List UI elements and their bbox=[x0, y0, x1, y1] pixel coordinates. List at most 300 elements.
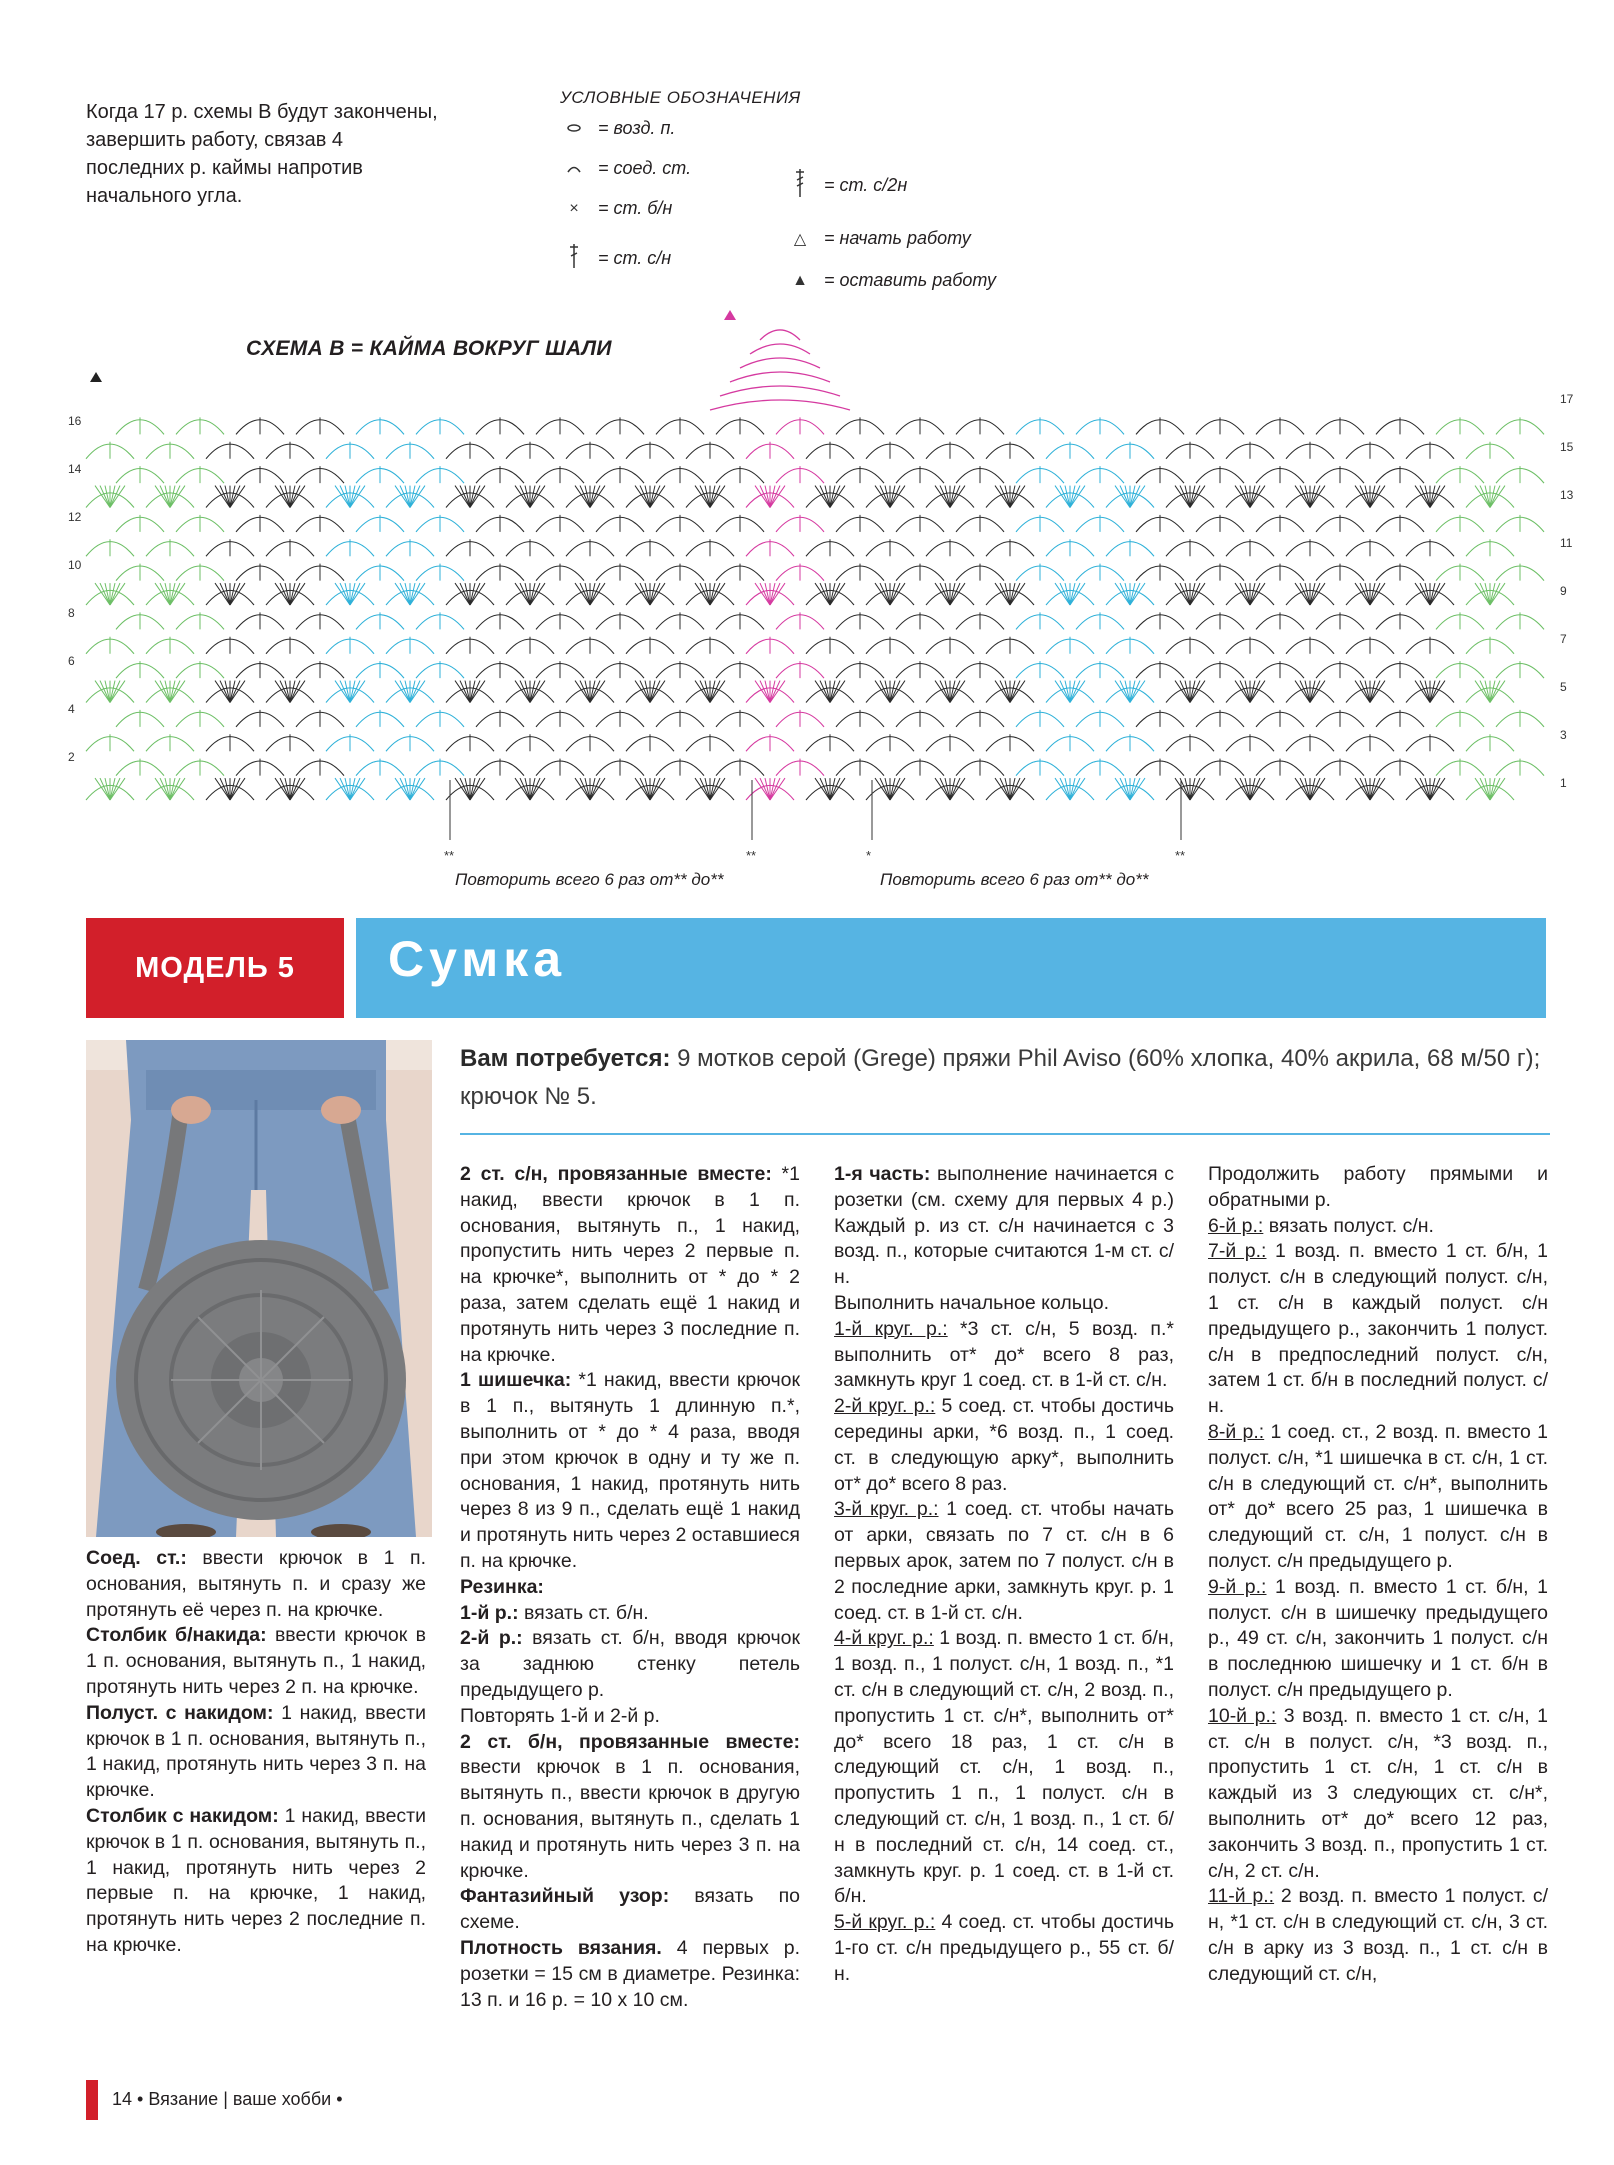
stitch-mark bbox=[1430, 486, 1440, 508]
stitch-mark bbox=[590, 778, 600, 800]
stitch-mark bbox=[230, 681, 240, 703]
stitch-mark bbox=[1250, 486, 1260, 508]
stitch-mark bbox=[1060, 583, 1070, 605]
stitch-mark bbox=[1490, 778, 1500, 800]
paragraph: 1-й р.: вязать ст. б/н. bbox=[460, 1601, 649, 1624]
stitch-mark bbox=[280, 681, 290, 703]
stitch-mark bbox=[460, 486, 470, 508]
requirements-label: Вам потребуется: bbox=[460, 1045, 671, 1072]
stitch-mark bbox=[350, 778, 360, 800]
stitch-mark bbox=[1010, 583, 1020, 605]
paragraph: Фантазийный узор: вязать по схеме. bbox=[460, 1885, 801, 1934]
stitch-mark bbox=[1000, 583, 1010, 605]
paragraph: 4-й круг. р.: 1 возд. п. вместо 1 ст. б/н, 1 возд. п., 1 полуст. с/н, 1 возд. п., *1 ст. с/н в следующий ст. с/н, 2 возд. п., пропустить 1 ст. с/н*, выполнить от* до* всего 18 раз, 1 ст. с/н в следующий ст. с/н, 1 возд. п., пропустить 1 п., 1 полуст. с/н в следующий ст. с/н, 1 возд. п., 1 ст. б/н в последний ст. с/н, 14 соед. ст., замкнуть круг. р. 1 соед. ст. в 1-й ст. б/н. bbox=[834, 1627, 1175, 1908]
stitch-mark bbox=[820, 778, 830, 800]
row-label: 8-й р.: bbox=[1208, 1420, 1265, 1443]
stitch-mark bbox=[590, 681, 600, 703]
stitch-mark bbox=[940, 486, 950, 508]
stitch-mark bbox=[1190, 486, 1200, 508]
stitch-mark bbox=[1130, 778, 1140, 800]
stitch-mark bbox=[410, 486, 420, 508]
repeat-marker: ** bbox=[746, 848, 757, 863]
stitch-mark bbox=[590, 486, 600, 508]
row-number-left: 12 bbox=[68, 510, 82, 524]
row-label: 2-й круг. р.: bbox=[834, 1395, 936, 1418]
stitch-mark bbox=[470, 486, 480, 508]
stitch-mark bbox=[580, 778, 590, 800]
stitch-mark bbox=[470, 681, 480, 703]
paragraph: 7-й р.: 1 возд. п. вместо 1 ст. б/н, 1 полуст. с/н в следующий полуст. с/н, 1 ст. с/н в каждый полуст. с/н предыдущего р., закончить 1 полуст. с/н в предпоследний полуст. с/н, затем 1 ст. б/н в последний полуст. с/н. bbox=[1208, 1240, 1548, 1418]
stitch-mark bbox=[830, 778, 840, 800]
stitch-mark bbox=[1420, 486, 1430, 508]
stitch-mark bbox=[530, 486, 540, 508]
stitch-mark bbox=[1300, 778, 1310, 800]
stitch-mark bbox=[940, 778, 950, 800]
end-triangle-icon: ▲ bbox=[792, 271, 808, 289]
stitch-mark bbox=[770, 486, 780, 508]
stitch-mark bbox=[710, 486, 720, 508]
paragraph: Столбик б/накида: ввести крючок в 1 п. основания, вытянуть п., 1 накид, протянуть нить через 2 п. на крючке. bbox=[86, 1624, 426, 1698]
magazine-name: Вязание bbox=[148, 2089, 219, 2109]
stitch-mark bbox=[160, 778, 170, 800]
paragraph: Выполнить начальное кольцо. bbox=[834, 1291, 1110, 1314]
stitch-mark bbox=[1190, 778, 1200, 800]
stitch-mark bbox=[280, 583, 290, 605]
repeat-marker: * bbox=[866, 848, 872, 863]
stitch-mark bbox=[890, 583, 900, 605]
single-crochet-icon: × bbox=[569, 199, 579, 217]
stitch-mark bbox=[1480, 583, 1490, 605]
chain-stitch-icon bbox=[560, 120, 588, 138]
stitch-mark bbox=[290, 583, 300, 605]
stitch-mark bbox=[1010, 681, 1020, 703]
magazine-subtitle: ваше хобби bbox=[232, 2089, 332, 2109]
stitch-mark bbox=[1370, 778, 1380, 800]
row-number-right: 13 bbox=[1560, 488, 1574, 502]
stitch-mark bbox=[1420, 681, 1430, 703]
stitch-mark bbox=[1060, 681, 1070, 703]
row-number-left: 2 bbox=[68, 750, 75, 764]
stitch-mark bbox=[110, 486, 120, 508]
stitch-mark bbox=[640, 681, 650, 703]
model-title: Сумка bbox=[388, 931, 567, 987]
stitch-mark bbox=[1070, 681, 1080, 703]
paragraph: Соед. ст.: ввести крючок в 1 п. основания, вытянуть п. и сразу же протянуть её через п. на крючке. bbox=[86, 1547, 426, 1621]
stitch-mark bbox=[1490, 583, 1500, 605]
stitch-mark bbox=[1360, 778, 1370, 800]
stitch-mark bbox=[1250, 583, 1260, 605]
row-label: 1-й круг. р.: bbox=[834, 1317, 948, 1340]
text-column-2 bbox=[460, 1162, 800, 2013]
stitch-mark bbox=[950, 778, 960, 800]
stitch-mark bbox=[890, 778, 900, 800]
stitch-mark bbox=[760, 681, 770, 703]
row-number-right: 11 bbox=[1560, 536, 1573, 550]
requirements-text: 9 мотков серой (Grege) пряжи Phil Aviso (60% хлопка, 40% акрила, 68 м/50 г); крючок № 5. bbox=[460, 1045, 1541, 1110]
stitch-mark bbox=[160, 681, 170, 703]
paragraph: Плотность вязания. 4 первых р. розетки = 15 см в диаметре. Резинка: 13 п. и 16 р. = 10 х 10 см. bbox=[460, 1936, 800, 2011]
stitch-mark bbox=[520, 778, 530, 800]
stitch-mark bbox=[400, 583, 410, 605]
row-number-right: 17 bbox=[1560, 392, 1574, 406]
stitch-mark bbox=[1430, 583, 1440, 605]
stitch-mark bbox=[1430, 681, 1440, 703]
row-number-right: 15 bbox=[1560, 440, 1574, 454]
end-triangle-marker bbox=[90, 372, 102, 382]
stitch-mark bbox=[770, 778, 780, 800]
term: Соед. ст.: bbox=[86, 1547, 187, 1569]
stitch-mark bbox=[1300, 583, 1310, 605]
row-number-right: 9 bbox=[1560, 584, 1567, 598]
stitch-mark bbox=[1130, 681, 1140, 703]
stitch-mark bbox=[340, 778, 350, 800]
stitch-mark bbox=[1480, 486, 1490, 508]
row-number-left: 16 bbox=[68, 414, 82, 428]
stitch-mark bbox=[1490, 486, 1500, 508]
stitch-mark bbox=[1190, 681, 1200, 703]
footer: 14 • Вязание | ваше хобби • bbox=[112, 2089, 343, 2109]
stitch-mark bbox=[1070, 778, 1080, 800]
crochet-chart-border bbox=[60, 300, 1580, 870]
row-label: 4-й круг. р.: bbox=[834, 1627, 934, 1650]
stitch-mark bbox=[340, 486, 350, 508]
term: Столбик с накидом: bbox=[86, 1804, 279, 1827]
stitch-mark bbox=[640, 486, 650, 508]
treble-crochet-icon bbox=[786, 168, 814, 203]
stitch-mark bbox=[1060, 778, 1070, 800]
paragraph bbox=[460, 1575, 800, 1601]
repeat-note-right: Повторить всего 6 раз от** до** bbox=[880, 870, 1149, 889]
stitch-mark bbox=[710, 583, 720, 605]
stitch-mark bbox=[1480, 681, 1490, 703]
stitch-mark bbox=[1130, 486, 1140, 508]
stitch-mark bbox=[820, 486, 830, 508]
stitch-mark bbox=[460, 681, 470, 703]
stitch-mark bbox=[880, 583, 890, 605]
stitch-mark bbox=[760, 778, 770, 800]
stitch-mark bbox=[220, 681, 230, 703]
term: 2 ст. с/н, провязанные вместе: bbox=[460, 1163, 772, 1185]
term: 1 шишечка: bbox=[460, 1369, 572, 1392]
row-label: 10-й р.: bbox=[1208, 1704, 1277, 1727]
requirements-divider bbox=[460, 1133, 1550, 1135]
stitch-mark bbox=[520, 681, 530, 703]
stitch-mark bbox=[940, 681, 950, 703]
stitch-mark bbox=[640, 778, 650, 800]
stitch-mark bbox=[940, 583, 950, 605]
term: 1-я часть: bbox=[834, 1163, 931, 1185]
paragraph: 9-й р.: 1 возд. п. вместо 1 ст. б/н, 1 полуст. с/н в шишечку предыдущего р., 49 ст. с/н, закончить 1 полуст. с/н в последнюю шишечку и 1 ст. б/н в полуст. с/н предыдущего р. bbox=[1208, 1575, 1548, 1701]
stitch-mark bbox=[110, 681, 120, 703]
stitch-mark bbox=[1360, 583, 1370, 605]
paragraph: 1-я часть: выполнение начинается с розетки (см. схему для первых 4 р.) Каждый р. из ст. с/н начинается с 3 возд. п., которые считаются 1-м ст. с/н. bbox=[834, 1163, 1174, 1289]
stitch-mark bbox=[1180, 583, 1190, 605]
row-number-left: 6 bbox=[68, 654, 75, 668]
legend-title: УСЛОВНЫЕ ОБОЗНАЧЕНИЯ bbox=[560, 88, 801, 107]
row-number-right: 1 bbox=[1560, 776, 1567, 790]
paragraph: 10-й р.: 3 возд. п. вместо 1 ст. с/н, 1 ст. с/н в полуст. с/н, *3 возд. п., пропустить 1 ст. с/н, 1 ст. с/н в каждый из 3 следующих ст. с/н*, выполнить от* до* всего 12 раз, закончить 3 возд. п., пропустить 1 ст. с/н, 2 ст. с/н. bbox=[1208, 1704, 1548, 1882]
stitch-mark bbox=[700, 681, 710, 703]
paragraph: 2-й р.: вязать ст. б/н, вводя крючок за заднюю стенку петель предыдущего р. bbox=[460, 1627, 800, 1701]
text-column-3 bbox=[834, 1162, 1174, 1988]
stitch-mark bbox=[530, 583, 540, 605]
double-crochet-icon bbox=[560, 243, 588, 274]
stitch-mark bbox=[880, 778, 890, 800]
stitch-mark bbox=[350, 583, 360, 605]
model-badge: МОДЕЛЬ 5 bbox=[86, 918, 344, 1018]
legend-item-start: △ = начать работу bbox=[786, 228, 971, 249]
stitch-mark bbox=[1060, 486, 1070, 508]
paragraph: 8-й р.: 1 соед. ст., 2 возд. п. вместо 1 полуст. с/н, *1 шишечка в ст. с/н, 1 ст. с/н в следующий ст. с/н*, выполнить от* до* всего 25 раз, 1 шишечка в следующий ст. с/н, 1 полуст. с/н в полуст. с/н предыдущего р. bbox=[1208, 1420, 1548, 1572]
chain-arch bbox=[740, 358, 820, 368]
paragraph: 3-й круг. р.: 1 соед. ст. чтобы начать от арки, связать по 7 ст. с/н в 6 первых арок, затем по 7 полуст. с/н в 2 последние арки, замкнуть круг. р. 1 соед. ст. в 1-й ст. с/н. bbox=[834, 1498, 1174, 1624]
stitch-mark bbox=[170, 778, 180, 800]
repeat-marker: ** bbox=[1175, 848, 1186, 863]
paragraph: 6-й р.: вязать полуст. с/н. bbox=[1208, 1214, 1434, 1237]
requirements bbox=[460, 1040, 1550, 1116]
stitch-mark bbox=[520, 583, 530, 605]
row-number-right: 3 bbox=[1560, 728, 1567, 742]
text-column-4 bbox=[1208, 1162, 1548, 1988]
stitch-mark bbox=[700, 778, 710, 800]
stitch-mark bbox=[830, 486, 840, 508]
stitch-mark bbox=[280, 486, 290, 508]
legend-item-tr: = ст. с/2н bbox=[786, 168, 907, 203]
row-label: 6-й р.: bbox=[1208, 1214, 1264, 1237]
scheme-title: СХЕМА В = КАЙМА ВОКРУГ ШАЛИ bbox=[246, 337, 612, 360]
stitch-mark bbox=[1480, 778, 1490, 800]
stitch-mark bbox=[170, 583, 180, 605]
page-number: 14 bbox=[112, 2089, 133, 2109]
chain-arch bbox=[750, 344, 810, 354]
bag-photo bbox=[86, 1040, 432, 1537]
start-triangle-icon: △ bbox=[793, 230, 807, 248]
row-label: 11-й р.: bbox=[1208, 1885, 1275, 1908]
stitch-mark bbox=[1250, 681, 1260, 703]
stitch-mark bbox=[220, 583, 230, 605]
repeat-marker: ** bbox=[444, 848, 455, 863]
stitch-mark bbox=[470, 583, 480, 605]
paragraph: Продолжить работу прямыми и обратными р. bbox=[1208, 1163, 1548, 1211]
row-number-left: 10 bbox=[68, 558, 82, 572]
stitch-mark bbox=[1370, 486, 1380, 508]
stitch-mark bbox=[710, 681, 720, 703]
stitch-mark bbox=[220, 778, 230, 800]
stitch-mark bbox=[170, 486, 180, 508]
footer-accent-bar bbox=[86, 2080, 98, 2120]
paragraph: Столбик с накидом: 1 накид, ввести крючок в 1 п. основания, вытянуть п., 1 накид, протянуть нить через 2 первые п. на крючке, 1 накид, протянуть нить через 2 последние п. на крючке. bbox=[86, 1804, 426, 1956]
stitch-mark bbox=[880, 486, 890, 508]
stitch-mark bbox=[580, 681, 590, 703]
stitch-mark bbox=[100, 681, 110, 703]
stitch-mark bbox=[1240, 778, 1250, 800]
stitch-mark bbox=[290, 486, 300, 508]
stitch-mark bbox=[1000, 778, 1010, 800]
stitch-mark bbox=[110, 583, 120, 605]
stitch-mark bbox=[460, 583, 470, 605]
stitch-mark bbox=[1000, 486, 1010, 508]
row-label: 7-й р.: bbox=[1208, 1240, 1267, 1263]
stitch-mark bbox=[580, 583, 590, 605]
stitch-mark bbox=[400, 681, 410, 703]
stitch-mark bbox=[340, 583, 350, 605]
stitch-mark bbox=[1420, 583, 1430, 605]
stitch-mark bbox=[580, 486, 590, 508]
term: Столбик б/накида: bbox=[86, 1624, 267, 1647]
row-number-left: 4 bbox=[68, 702, 75, 716]
stitch-mark bbox=[1300, 681, 1310, 703]
stitch-mark bbox=[950, 486, 960, 508]
legend-item-chain: = возд. п. bbox=[560, 118, 675, 139]
paragraph: 2-й круг. р.: 5 соед. ст. чтобы достичь середины арки, *6 возд. п., 1 соед. ст. в следующую арку*, выполнить от* до* всего 8 раз. bbox=[834, 1395, 1174, 1495]
stitch-mark bbox=[1300, 486, 1310, 508]
stitch-mark bbox=[1120, 778, 1130, 800]
row-number-left: 14 bbox=[68, 462, 82, 476]
row-number-left: 8 bbox=[68, 606, 75, 620]
stitch-mark bbox=[820, 583, 830, 605]
stitch-mark bbox=[1120, 583, 1130, 605]
legend-item-end: ▲ = оставить работу bbox=[786, 270, 996, 291]
stitch-mark bbox=[1310, 486, 1320, 508]
stitch-mark bbox=[1010, 486, 1020, 508]
stitch-mark bbox=[400, 778, 410, 800]
stitch-mark bbox=[410, 778, 420, 800]
stitch-mark bbox=[760, 486, 770, 508]
stitch-mark bbox=[1070, 583, 1080, 605]
stitch-mark bbox=[1070, 486, 1080, 508]
repeat-note-left: Повторить всего 6 раз от** до** bbox=[455, 870, 724, 889]
stitch-mark bbox=[290, 778, 300, 800]
stitch-mark bbox=[1370, 583, 1380, 605]
stitch-mark bbox=[100, 778, 110, 800]
legend-item-dc: = ст. с/н bbox=[560, 243, 671, 274]
stitch-mark bbox=[460, 778, 470, 800]
stitch-mark bbox=[950, 583, 960, 605]
stitch-mark bbox=[170, 681, 180, 703]
stitch-mark bbox=[290, 681, 300, 703]
stitch-mark bbox=[650, 681, 660, 703]
term: Резинка: bbox=[460, 1575, 544, 1598]
stitch-mark bbox=[410, 583, 420, 605]
term: 2-й р.: bbox=[460, 1627, 523, 1650]
stitch-mark bbox=[1420, 778, 1430, 800]
chain-arch bbox=[720, 386, 840, 396]
stitch-mark bbox=[650, 486, 660, 508]
paragraph: 5-й круг. р.: 4 соед. ст. чтобы достичь 1-го ст. с/н предыдущего р., 55 ст. б/н. bbox=[834, 1911, 1174, 1985]
term: Фантазийный узор: bbox=[460, 1885, 670, 1908]
stitch-mark bbox=[880, 681, 890, 703]
stitch-mark bbox=[1360, 681, 1370, 703]
stitch-mark bbox=[950, 681, 960, 703]
stitch-mark bbox=[470, 778, 480, 800]
stitch-mark bbox=[230, 486, 240, 508]
stitch-mark bbox=[650, 778, 660, 800]
term: Полуст. с накидом: bbox=[86, 1701, 274, 1724]
row-number-right: 7 bbox=[1560, 632, 1567, 646]
stitch-mark bbox=[1120, 486, 1130, 508]
stitch-mark bbox=[110, 778, 120, 800]
stitch-mark bbox=[820, 681, 830, 703]
chain-arch bbox=[710, 400, 850, 410]
stitch-mark bbox=[890, 486, 900, 508]
stitch-mark bbox=[1180, 486, 1190, 508]
stitch-mark bbox=[770, 583, 780, 605]
start-triangle-marker bbox=[724, 310, 736, 320]
stitch-mark bbox=[1240, 486, 1250, 508]
stitch-mark bbox=[160, 486, 170, 508]
stitch-mark bbox=[1010, 778, 1020, 800]
stitch-mark bbox=[280, 778, 290, 800]
stitch-mark bbox=[1250, 778, 1260, 800]
row-label: 5-й круг. р.: bbox=[834, 1911, 936, 1934]
paragraph: Повторять 1-й и 2-й р. bbox=[460, 1704, 660, 1727]
stitch-mark bbox=[1310, 778, 1320, 800]
stitch-mark bbox=[410, 681, 420, 703]
stitch-mark bbox=[100, 486, 110, 508]
paragraph: Полуст. с накидом: 1 накид, ввести крючок в 1 п. основания, вытянуть п., 1 накид, протянуть нить через 3 п. на крючке. bbox=[86, 1701, 426, 1802]
stitch-mark bbox=[770, 681, 780, 703]
paragraph: 1 шишечка: *1 накид, ввести крючок в 1 п., вытянуть 1 длинную п.*, выполнить от * до * 4 раза, вводя при этом крючок в одну и ту же п. основания, 1 накид, протянуть нить через 8 из 9 п., сделать ещё 1 накид и протянуть нить через 2 оставшиеся п. на крючке. bbox=[460, 1369, 800, 1572]
stitch-mark bbox=[830, 583, 840, 605]
stitch-mark bbox=[700, 583, 710, 605]
stitch-mark bbox=[830, 681, 840, 703]
legend-item-slip: = соед. ст. bbox=[560, 158, 691, 179]
stitch-mark bbox=[1240, 583, 1250, 605]
stitch-mark bbox=[1310, 583, 1320, 605]
stitch-mark bbox=[890, 681, 900, 703]
intro-text: Когда 17 р. схемы В будут закончены, завершить работу, связав 4 последних р. каймы напротив начального угла. bbox=[86, 101, 438, 207]
stitch-mark bbox=[1430, 778, 1440, 800]
row-number-right: 5 bbox=[1560, 680, 1567, 694]
stitch-mark bbox=[1370, 681, 1380, 703]
stitch-mark bbox=[1190, 583, 1200, 605]
paragraph: 2 ст. б/н, провязанные вместе: ввести крючок в 1 п. основания, вытянуть п., ввести крючок в другую п. основания, вытянуть п., сделать 1 накид и протянуть нить через 3 п. на крючке. bbox=[460, 1730, 800, 1882]
stitch-mark bbox=[530, 681, 540, 703]
paragraph: 1-й круг. р.: *3 ст. с/н, 5 возд. п.* выполнить от* до* всего 8 раз, замкнуть круг 1 соед. ст. в 1-й ст. с/н. bbox=[834, 1317, 1174, 1392]
stitch-mark bbox=[1490, 681, 1500, 703]
term: 1-й р.: bbox=[460, 1601, 519, 1624]
stitch-mark bbox=[760, 583, 770, 605]
stitch-mark bbox=[350, 486, 360, 508]
stitch-mark bbox=[700, 486, 710, 508]
chain-arch bbox=[760, 330, 800, 340]
stitch-mark bbox=[160, 583, 170, 605]
stitch-mark bbox=[400, 486, 410, 508]
stitch-mark bbox=[220, 486, 230, 508]
stitch-mark bbox=[590, 583, 600, 605]
chain-arch bbox=[730, 372, 830, 382]
stitch-mark bbox=[230, 778, 240, 800]
stitch-mark bbox=[1180, 681, 1190, 703]
paragraph: 2 ст. с/н, провязанные вместе: *1 накид, ввести крючок в 1 п. основания, вытянуть п., 1 накид, пропустить нить через 2 первые п. на крючке*, выполнить от * до * 2 раза, затем сделать ещё 1 накид и протянуть нить через 3 последние п. на крючке. bbox=[460, 1163, 800, 1366]
stitch-mark bbox=[1310, 681, 1320, 703]
stitch-mark bbox=[100, 583, 110, 605]
stitch-mark bbox=[1360, 486, 1370, 508]
stitch-mark bbox=[350, 681, 360, 703]
stitch-mark bbox=[1000, 681, 1010, 703]
paragraph: 11-й р.: 2 возд. п. вместо 1 полуст. с/н, *1 ст. с/н в следующий ст. с/н, 3 ст. с/н в арку из 3 возд. п., 1 ст. с/н в следующий ст. с/н, bbox=[1208, 1885, 1548, 1985]
text-column-1 bbox=[86, 1546, 426, 1959]
stitch-mark bbox=[230, 583, 240, 605]
slip-stitch-icon bbox=[560, 160, 588, 178]
row-label: 3-й круг. р.: bbox=[834, 1498, 939, 1521]
stitch-mark bbox=[520, 486, 530, 508]
term: 2 ст. б/н, провязанные вместе: bbox=[460, 1730, 800, 1753]
stitch-mark bbox=[710, 778, 720, 800]
stitch-mark bbox=[1130, 583, 1140, 605]
stitch-mark bbox=[340, 681, 350, 703]
stitch-mark bbox=[650, 583, 660, 605]
